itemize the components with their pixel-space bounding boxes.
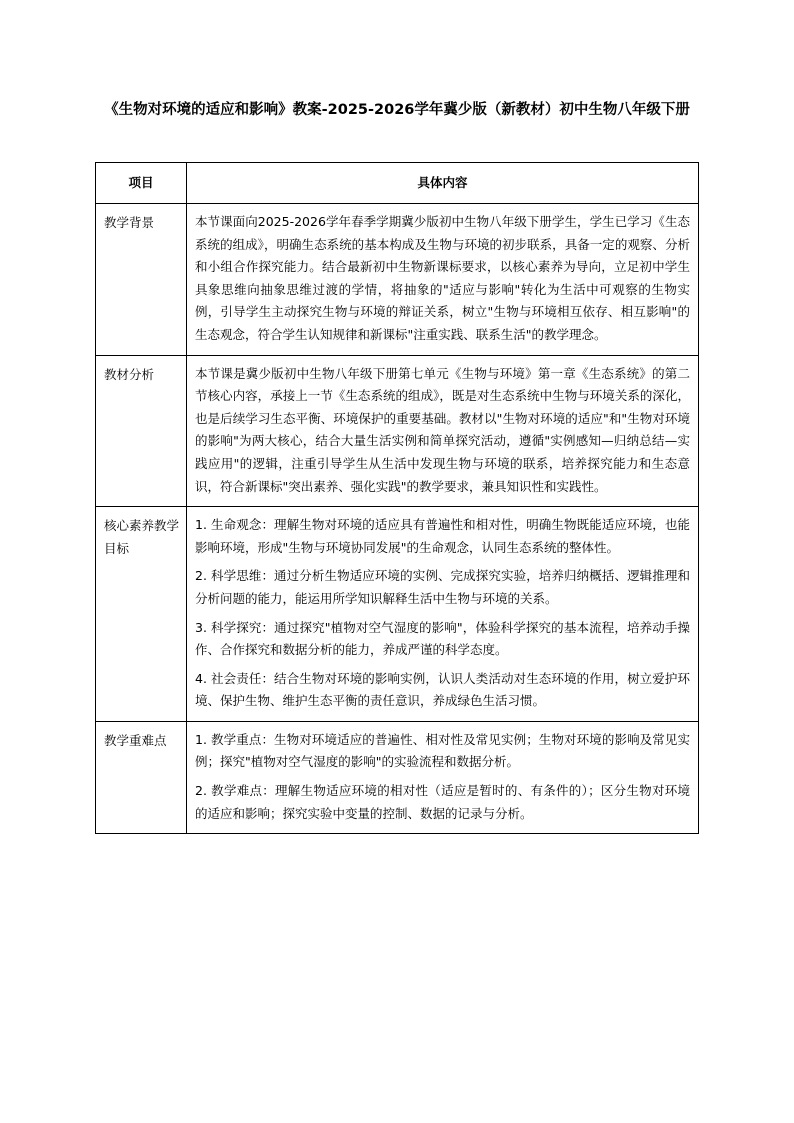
table-row: [96, 204, 699, 356]
row-label: 核心素养教学目标: [96, 507, 187, 722]
row-content: [187, 507, 699, 722]
content-paragraph: 3. 科学探究：通过探究"植物对空气湿度的影响"，体验科学探究的基本流程，培养动手操作、合作探究和数据分析的能力，养成严谨的科学态度。: [195, 619, 690, 658]
table-row: [96, 507, 699, 722]
content-paragraph: 本节课是冀少版初中生物八年级下册第七单元《生物与环境》第一章《生态系统》的第二节核心内容，承接上一节《生态系统的组成》，既是对生态系统中生物与环境关系的深化，也是后续学习生态平衡、环境保护的重要基础。教材以"生物对环境的适应"和"生物对环境的影响"为两大核心，结合大量生活实例和简单探究活动，遵循"实例感知—归纳总结—实践应用"的逻辑，注重引导学生从生活中发现生物与环境的联系，培养探究能力和生态意识，符合新课标"突出素养、强化实践"的教学要求，兼具知识性和实践性。: [195, 365, 690, 494]
table-header-row: [96, 163, 699, 204]
content-paragraph: 1. 生命观念：理解生物对环境的适应具有普遍性和相对性，明确生物既能适应环境，也能影响环境，形成"生物与环境协同发展"的生命观念，认同生态系统的整体性。: [195, 517, 690, 555]
lesson-plan-table: [95, 162, 699, 834]
row-label: 教材分析: [96, 355, 187, 507]
row-content: [187, 355, 699, 507]
table-row: [96, 721, 699, 833]
content-paragraph: 4. 社会责任：结合生物对环境的影响实例，认识人类活动对生态环境的作用，树立爱护环境、保护生物、维护生态平衡的责任意识，养成绿色生活习惯。: [195, 670, 690, 709]
header-item: 项目: [96, 163, 187, 204]
content-paragraph: 2. 教学难点：理解生物适应环境的相对性（适应是暂时的、有条件的）；区分生物对环境的适应和影响；探究实验中变量的控制、数据的记录与分析。: [195, 783, 690, 821]
table-row: [96, 355, 699, 507]
row-content: [187, 204, 699, 356]
content-paragraph: 2. 科学思维：通过分析生物适应环境的实例、完成探究实验，培养归纳概括、逻辑推理和分析问题的能力，能运用所学知识解释生活中生物与环境的关系。: [195, 568, 690, 606]
content-paragraph: 1. 教学重点：生物对环境适应的普遍性、相对性及常见实例；生物对环境的影响及常见实例；探究"植物对空气湿度的影响"的实验流程和数据分析。: [195, 731, 690, 770]
row-label: 教学背景: [96, 204, 187, 356]
header-content: 具体内容: [187, 163, 699, 204]
document-title: 《生物对环境的适应和影响》教案-2025-2026学年冀少版（新教材）初中生物八年级下册: [104, 102, 690, 118]
content-paragraph: 本节课面向2025-2026学年春季学期冀少版初中生物八年级下册学生，学生已学习《生态系统的组成》，明确生态系统的基本构成及生物与环境的初步联系，具备一定的观察、分析和小组合作探究能力。结合最新初中生物新课标要求，以核心素养为导向，立足初中学生具象思维向抽象思维过渡的学情，将抽象的"适应与影响"转化为生活中可观察的生物实例，引导学生主动探究生物与环境的辩证关系，树立"生物与环境相互依存、相互影响"的生态观念，符合学生认知规律和新课标"注重实践、联系生活"的教学理念。: [195, 214, 690, 342]
row-content: [187, 721, 699, 833]
row-label: 教学重难点: [96, 721, 187, 833]
